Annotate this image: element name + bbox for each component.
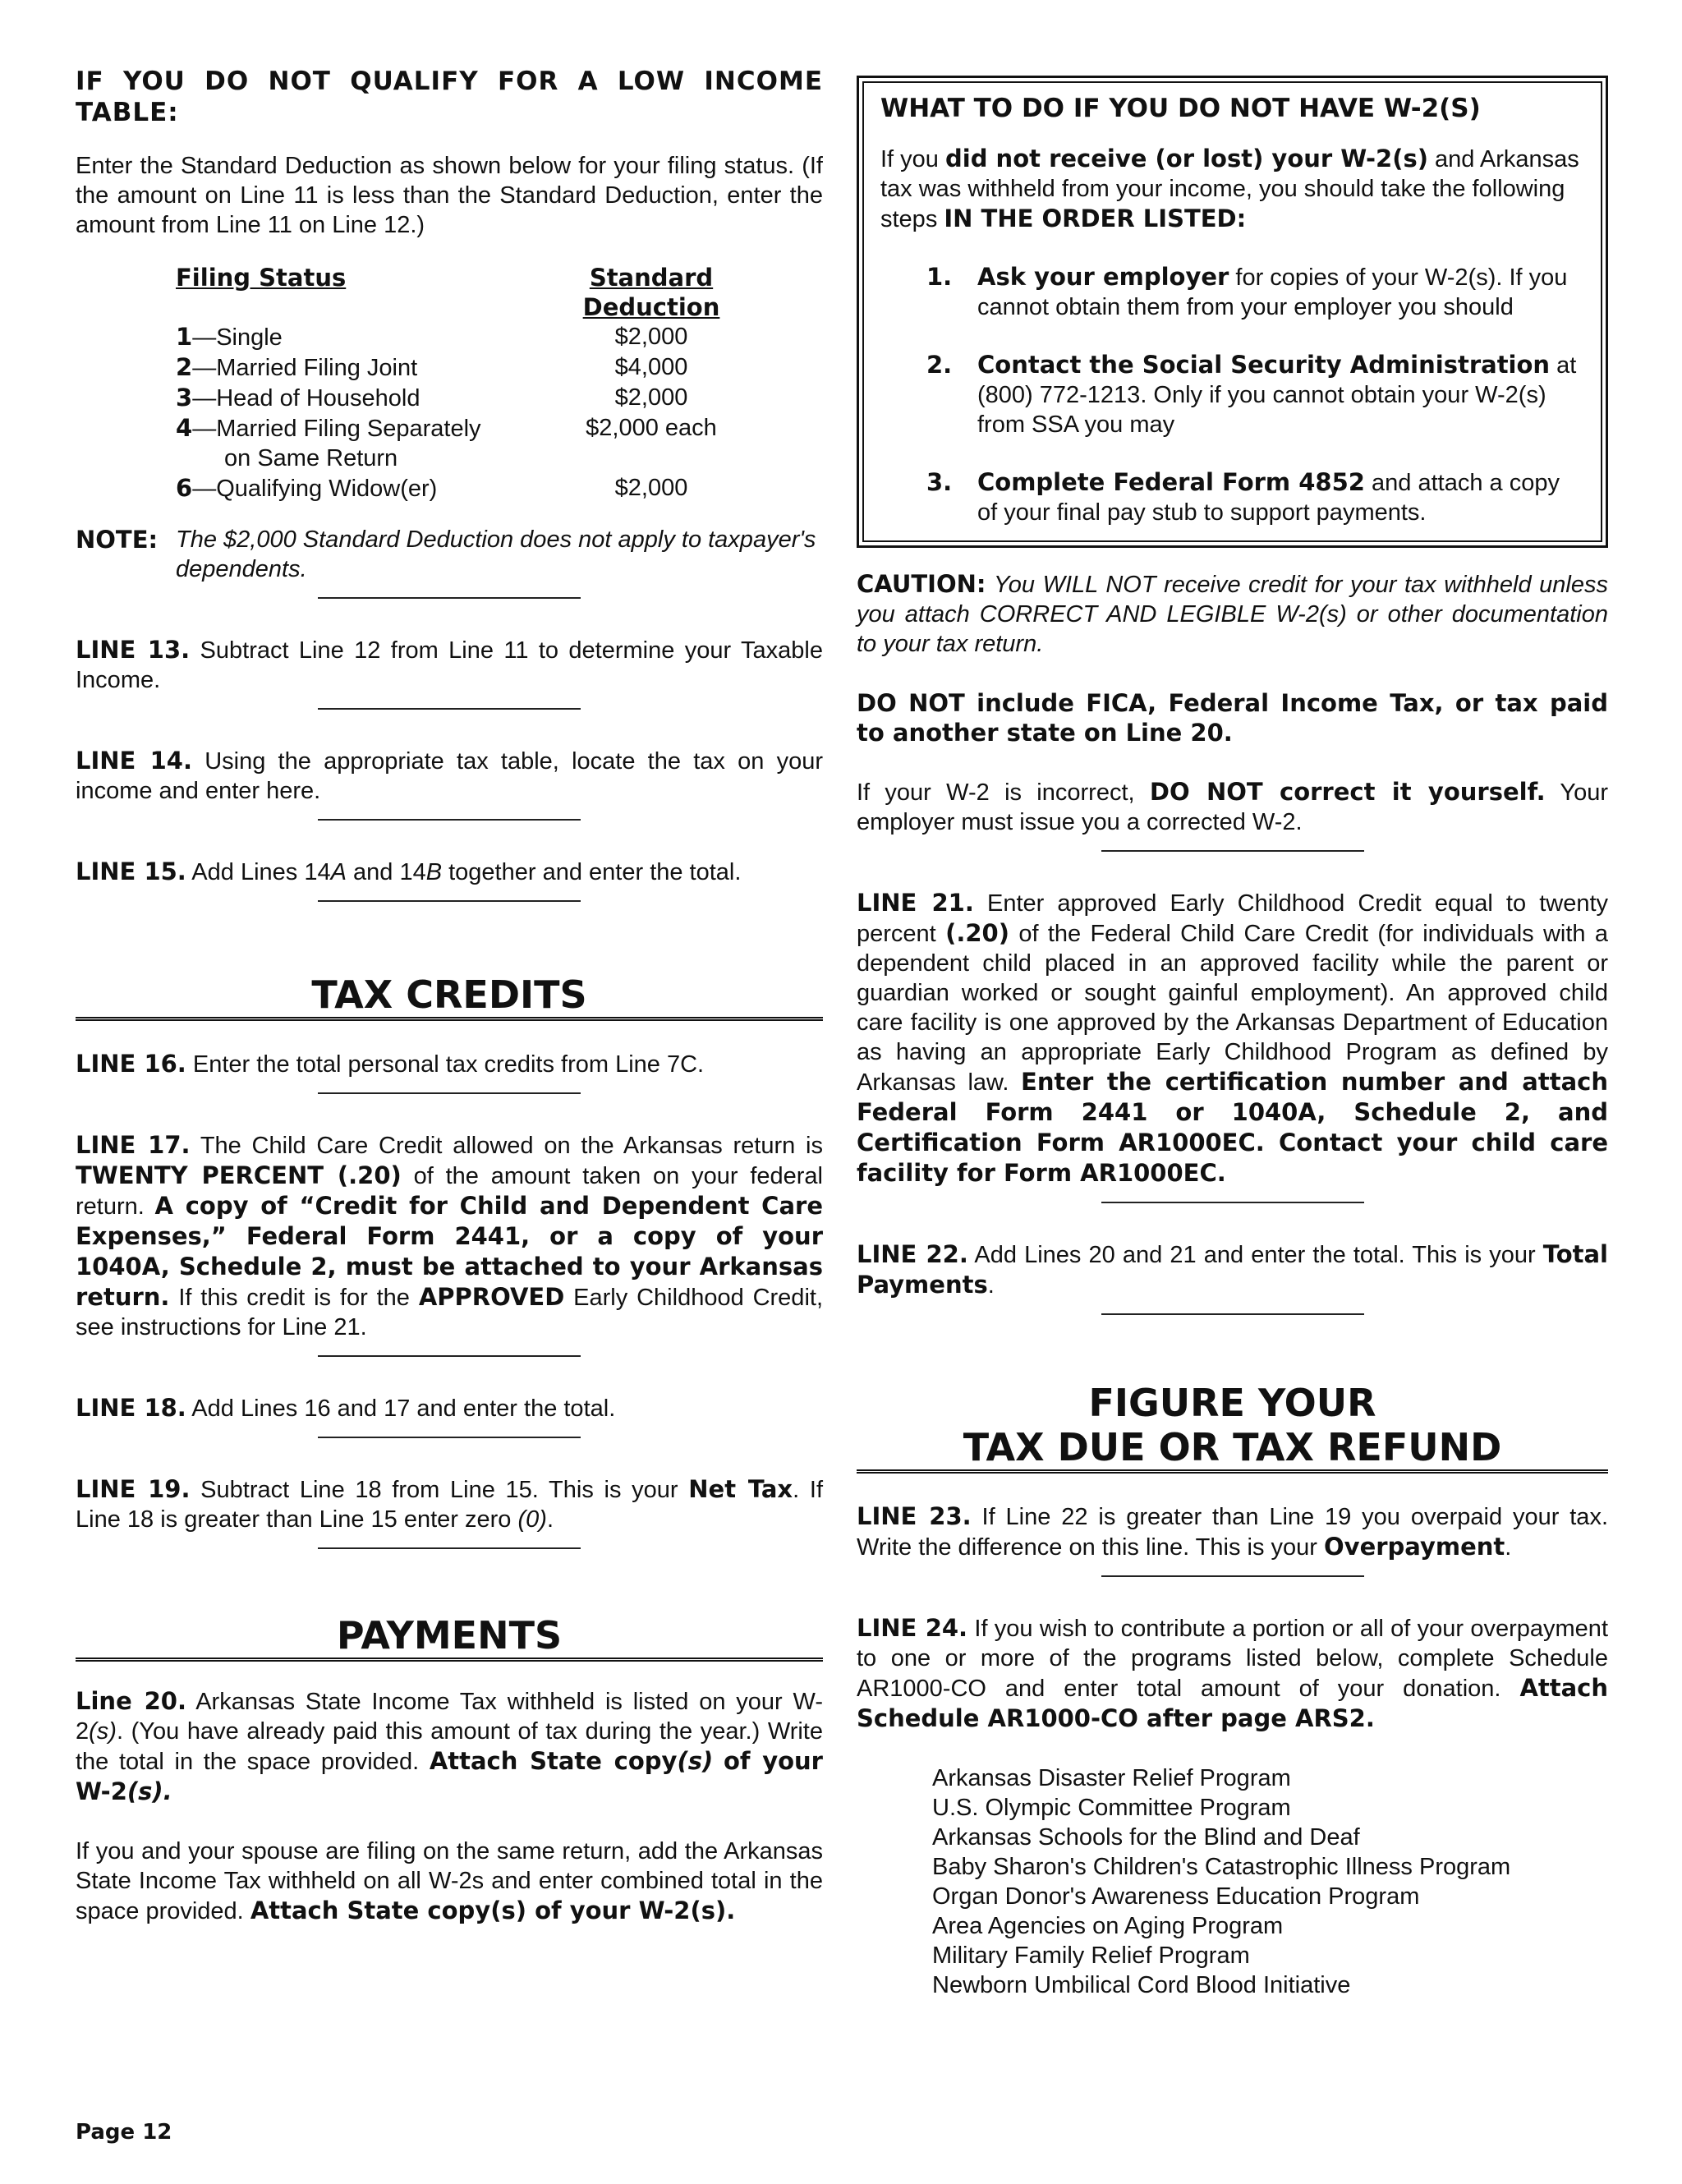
no-w2-title: WHAT TO DO IF YOU DO NOT HAVE W-2(S) — [880, 94, 1481, 123]
list-item: U.S. Olympic Committee Program — [932, 1795, 1291, 1821]
list-item: Newborn Umbilical Cord Blood Initiative — [932, 1972, 1351, 1998]
divider — [1101, 1313, 1364, 1315]
list-item: Military Family Relief Program — [932, 1943, 1250, 1969]
figure-your-heading: FIGURE YOUR — [1088, 1381, 1376, 1425]
right-column — [857, 66, 1608, 2000]
divider — [318, 900, 581, 902]
list-item: Baby Sharon's Children's Catastrophic Illness Program — [932, 1854, 1511, 1880]
low-income-heading: IF YOU DO NOT QUALIFY FOR A LOW INCOME TABLE: — [76, 67, 823, 127]
deduction-note: NOTE: The $2,000 Standard Deduction does not apply to taxpayer's dependents. — [76, 526, 816, 582]
divider — [318, 708, 581, 710]
divider — [1101, 850, 1364, 852]
line-15: LINE 15. Add Lines 14A and 14B together and enter the total. — [76, 858, 742, 885]
table-row: 6—Qualifying Widow(er) $2,000 — [176, 474, 688, 502]
line-19: LINE 19. Subtract Line 18 from Line 15. This is your Net Tax. If Line 18 is greater than Line 15 enter zero (0). — [76, 1475, 824, 1533]
line-23: LINE 23. If Line 22 is greater than Line 19 you overpaid your tax. Write the difference on this line. This is your Overpayment. — [857, 1502, 1608, 1561]
line-20: Line 20. Arkansas State Income Tax withheld is listed on your W-2(s). (You have already paid this amount of tax during the year.) Write the total in the space provided. Attach State copy(s) of your W-2(s). — [76, 1687, 823, 1805]
table-row: 4—Married Filing Separately on Same Return $2,000 each — [176, 414, 717, 471]
table-row: 2—Married Filing Joint $4,000 — [176, 353, 688, 381]
divider — [318, 1092, 581, 1094]
divider — [318, 597, 581, 599]
divider — [318, 1547, 581, 1549]
col-header-standard-deduction: Standard Deduction — [582, 264, 720, 321]
divider — [1101, 1202, 1364, 1203]
table-row: 1—Single $2,000 — [176, 323, 688, 351]
line-20-spouse: If you and your spouse are filing on the same return, add the Arkansas State Income Tax withheld on all W-2s and enter combined total in the space provided. Attach State copy(s) of your W-2(s). — [76, 1838, 823, 1924]
line-18: LINE 18. Add Lines 16 and 17 and enter the total. — [76, 1394, 616, 1422]
no-w2-step: 2. Contact the Social Security Administration at (800) 772-1213. Only if you cannot obtain your W-2(s) from SSA you may — [926, 351, 1577, 438]
table-row: 3—Head of Household $2,000 — [176, 384, 688, 412]
line-16: LINE 16. Enter the total personal tax credits from Line 7C. — [76, 1050, 705, 1078]
tax-credits-heading: TAX CREDITS — [76, 972, 823, 1021]
line-24: LINE 24. If you wish to contribute a portion or all of your overpayment to one or more of the programs listed below, complete Schedule AR1000-CO and enter total amount of your donation. Attach Schedule AR1000-CO after page ARS2. — [857, 1614, 1609, 1732]
incorrect-w2-note: If your W-2 is incorrect, DO NOT correct it yourself. Your employer must issue you a corrected W-2. — [857, 778, 1609, 835]
do-not-include-note: DO NOT include FICA, Federal Income Tax, or tax paid to another state on Line 20. — [857, 689, 1608, 747]
page-number: Page 12 — [76, 2120, 172, 2145]
caution-note: CAUTION: You WILL NOT receive credit for your tax withheld unless you attach CORRECT AND LEGIBLE W-2(s) or other documentation to your tax return. — [857, 570, 1608, 657]
line-22: LINE 22. Add Lines 20 and 21 and enter the total. This is your Total Payments. — [857, 1240, 1608, 1299]
divider — [318, 1355, 581, 1357]
divider — [318, 1437, 581, 1438]
no-w2-step: 3. Complete Federal Form 4852 and attach a copy of your final pay stub to support payments. — [926, 468, 1560, 526]
payments-heading: PAYMENTS — [76, 1613, 823, 1662]
left-column — [76, 66, 823, 1926]
line-14: LINE 14. Using the appropriate tax table, locate the tax on your income and enter here. — [76, 747, 823, 804]
divider — [1101, 1575, 1364, 1577]
no-w2-box — [857, 76, 1608, 548]
standard-deduction-table — [176, 263, 784, 503]
donation-program-list — [932, 1763, 1608, 2000]
list-item: Arkansas Disaster Relief Program — [932, 1765, 1291, 1791]
tax-due-refund-heading: TAX DUE OR TAX REFUND — [857, 1425, 1608, 1474]
standard-deduction-instructions: Enter the Standard Deduction as shown below for your filing status. (If the amount on Line 11 is less than the Standard Deduction, enter the amount from Line 11 on Line 12.) — [76, 153, 823, 238]
list-item: Arkansas Schools for the Blind and Deaf — [932, 1824, 1360, 1851]
no-w2-step: 1. Ask your employer for copies of your W-2(s). If you cannot obtain them from your employer you should — [926, 263, 1568, 320]
divider — [318, 819, 581, 821]
no-w2-intro: If you did not receive (or lost) your W-2(s) and Arkansas tax was withheld from your income, you should take the following steps IN THE ORDER LISTED: — [880, 145, 1579, 232]
list-item: Organ Donor's Awareness Education Program — [932, 1883, 1420, 1910]
list-item: Area Agencies on Aging Program — [932, 1913, 1284, 1939]
line-17: LINE 17. The Child Care Credit allowed on the Arkansas return is TWENTY PERCENT (.20) of the amount taken on your federal return. A copy of “Credit for Child and Dependent Care Expenses,” Federal Form 2441, or a copy of your 1040A, Schedule 2, must be attached to your Arkansas return. If this credit is for the APPROVED Early Childhood Credit, see instructions for Line 21. — [76, 1131, 824, 1340]
col-header-filing-status: Filing Status — [176, 264, 347, 292]
line-21: LINE 21. Enter approved Early Childhood Credit equal to twenty percent (.20) of the Federal Child Care Credit (for individuals with a dependent child placed in an approved facility while the parent or guardian worked or sought gainful employment). An approved child care facility is one approved by the Arkansas Department of Education as having an appropriate Early Childhood Program as defined by Arkansas law. Enter the certification number and attach Federal Form 2441 or 1040A, Schedule 2, and Certification Form AR1000EC. Contact your child care facility for Form AR1000EC. — [857, 889, 1609, 1187]
line-13: LINE 13. Subtract Line 12 from Line 11 to determine your Taxable Income. — [76, 636, 823, 693]
